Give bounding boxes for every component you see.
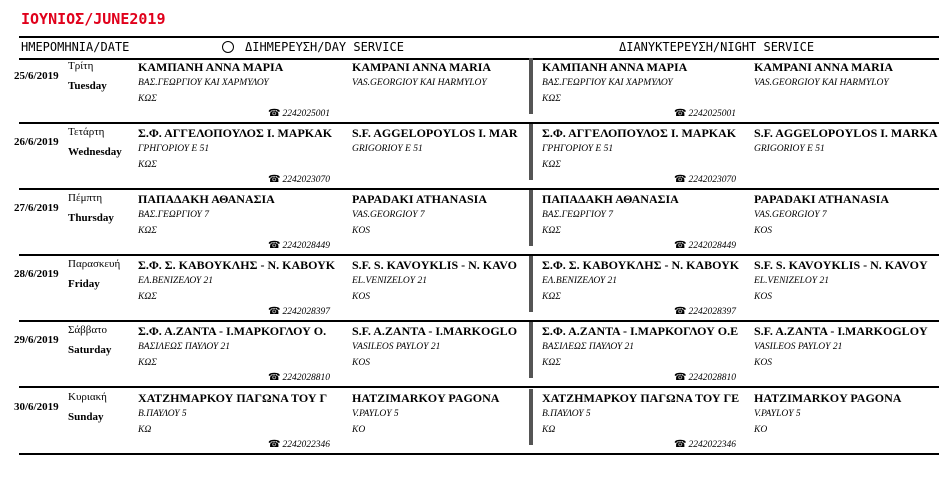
night-address-english: VAS.GEORGIOY KAI HARMYLOY <box>754 78 889 88</box>
day-phone <box>268 306 330 317</box>
table-row <box>0 389 945 455</box>
phone-icon: ☎ <box>674 174 687 185</box>
day-pharmacy-name-english: KAMPANI ANNA MARIA <box>352 60 492 74</box>
phone-number: 2242028449 <box>688 241 736 251</box>
night-address-english: EL.VENIZELOY 21 <box>754 276 829 286</box>
table-header <box>19 36 939 60</box>
night-pharmacy-name-greek: Σ.Φ. Σ. ΚΑΒΟΥΚΛΗΣ - Ν. ΚΑΒΟΥΚ <box>542 258 740 272</box>
day-city-english: KOS <box>352 292 370 302</box>
table-row <box>0 190 945 256</box>
night-city-english: KOS <box>754 292 772 302</box>
day-city-english: KOS <box>352 358 370 368</box>
phone-number: 2242023070 <box>282 175 330 185</box>
night-city-greek: ΚΩΣ <box>542 292 561 302</box>
day-address-english: VASILEOS PAYLOY 21 <box>352 342 441 352</box>
night-phone <box>674 306 736 317</box>
night-address-english: V.PAYLOY 5 <box>754 409 801 419</box>
table-row <box>0 124 945 190</box>
day-pharmacy-name-english: S.F. AGGELOPOYLOS I. MAR <box>352 126 518 140</box>
night-phone <box>674 372 736 383</box>
day-city-english: KO <box>352 425 366 435</box>
night-address-greek: Β.ΠΑΥΛΟΥ 5 <box>542 409 591 419</box>
night-city-greek: ΚΩΣ <box>542 226 561 236</box>
weekday-greek: Σάββατο <box>68 324 108 336</box>
night-city-greek: ΚΩΣ <box>542 94 561 104</box>
weekday-greek: Τρίτη <box>68 60 94 72</box>
night-city-greek: ΚΩΣ <box>542 358 561 368</box>
night-address-english: GRIGORIOY E 51 <box>754 144 825 154</box>
date-cell: 26/6/2019 <box>14 136 59 148</box>
night-pharmacy-name-greek: ΠΑΠΑΔΑΚΗ ΑΘΑΝΑΣΙΑ <box>542 192 679 206</box>
night-pharmacy-name-greek: Σ.Φ. Α.ΖΑΝΤΑ - Ι.ΜΑΡΚΟΓΛΟΥ Ο.Ε <box>542 324 739 338</box>
day-city-greek: ΚΩ <box>138 425 152 435</box>
night-address-greek: ΒΑΣ.ΓΕΩΡΓΙΟΥ 7 <box>542 210 613 220</box>
night-pharmacy-name-english: PAPADAKI ATHANASIA <box>754 192 890 206</box>
day-address-greek: ΒΑΣ.ΓΕΩΡΓΙΟΥ ΚΑΙ ΧΑΡΜΥΛΟΥ <box>138 78 269 88</box>
day-city-greek: ΚΩΣ <box>138 160 157 170</box>
weekday-english: Sunday <box>68 411 104 423</box>
night-pharmacy-name-english: KAMPANI ANNA MARIA <box>754 60 894 74</box>
night-city-english: KO <box>754 425 768 435</box>
header-night-service: ΔΙΑΝΥΚΤΕΡΕΥΣΗ/NIGHT SERVICE <box>619 40 815 54</box>
night-pharmacy-name-english: S.F. AGGELOPOYLOS I. MARKA <box>754 126 938 140</box>
day-pharmacy-name-english: HATZIMARKOY PAGONA <box>352 391 500 405</box>
day-pharmacy-name-english: S.F. A.ZANTA - I.MARKOGLO <box>352 324 518 338</box>
night-city-english: KOS <box>754 226 772 236</box>
day-phone <box>268 439 330 450</box>
phone-icon: ☎ <box>674 240 687 251</box>
weekday-english: Friday <box>68 278 100 290</box>
date-cell: 25/6/2019 <box>14 70 59 82</box>
date-cell: 29/6/2019 <box>14 334 59 346</box>
day-address-greek: ΕΛ.ΒΕΝΙΖΕΛΟΥ 21 <box>138 276 214 286</box>
day-address-english: EL.VENIZELOY 21 <box>352 276 427 286</box>
night-city-greek: ΚΩ <box>542 425 556 435</box>
weekday-greek: Κυριακή <box>68 391 107 403</box>
day-city-greek: ΚΩΣ <box>138 358 157 368</box>
phone-number: 2242022346 <box>688 440 736 450</box>
day-pharmacy-name-greek: ΠΑΠΑΔΑΚΗ ΑΘΑΝΑΣΙΑ <box>138 192 275 206</box>
row-separator <box>19 386 939 388</box>
phone-icon: ☎ <box>674 108 687 119</box>
phone-icon: ☎ <box>674 372 687 383</box>
phone-icon: ☎ <box>268 174 281 185</box>
phone-icon: ☎ <box>268 240 281 251</box>
weekday-english: Saturday <box>68 344 112 356</box>
phone-icon: ☎ <box>268 108 281 119</box>
date-cell: 27/6/2019 <box>14 202 59 214</box>
day-city-greek: ΚΩΣ <box>138 292 157 302</box>
day-phone <box>268 108 330 119</box>
night-phone <box>674 108 736 119</box>
night-pharmacy-name-greek: ΧΑΤΖΗΜΑΡΚΟΥ ΠΑΓΩΝΑ ΤΟΥ ΓΕ <box>542 391 740 405</box>
day-address-greek: ΒΑΣ.ΓΕΩΡΓΙΟΥ 7 <box>138 210 209 220</box>
phone-icon: ☎ <box>674 439 687 450</box>
date-cell: 30/6/2019 <box>14 401 59 413</box>
phone-number: 2242028397 <box>282 307 330 317</box>
weekday-greek: Παρασκευή <box>68 258 121 270</box>
night-address-greek: ΒΑΣΙΛΕΩΣ ΠΑΥΛΟΥ 21 <box>542 342 635 352</box>
night-pharmacy-name-english: S.F. A.ZANTA - I.MARKOGLOY <box>754 324 928 338</box>
table-row <box>0 256 945 322</box>
day-pharmacy-name-greek: ΚΑΜΠΑΝΗ ΑΝΝΑ ΜΑΡΙΑ <box>138 60 284 74</box>
weekday-english: Wednesday <box>68 146 122 158</box>
date-cell: 28/6/2019 <box>14 268 59 280</box>
day-pharmacy-name-english: PAPADAKI ATHANASIA <box>352 192 488 206</box>
day-pharmacy-name-greek: Σ.Φ. ΑΓΓΕΛΟΠΟΥΛΟΣ Ι. ΜΑΡΚΑΚ <box>138 126 333 140</box>
phone-number: 2242023070 <box>688 175 736 185</box>
day-address-greek: Β.ΠΑΥΛΟΥ 5 <box>138 409 187 419</box>
phone-icon: ☎ <box>268 372 281 383</box>
phone-number: 2242022346 <box>282 440 330 450</box>
night-pharmacy-name-greek: ΚΑΜΠΑΝΗ ΑΝΝΑ ΜΑΡΙΑ <box>542 60 688 74</box>
weekday-greek: Τετάρτη <box>68 126 105 138</box>
night-address-english: VAS.GEORGIOY 7 <box>754 210 827 220</box>
day-city-greek: ΚΩΣ <box>138 94 157 104</box>
day-phone <box>268 240 330 251</box>
night-pharmacy-name-greek: Σ.Φ. ΑΓΓΕΛΟΠΟΥΛΟΣ Ι. ΜΑΡΚΑΚ <box>542 126 737 140</box>
night-address-greek: ΒΑΣ.ΓΕΩΡΓΙΟΥ ΚΑΙ ΧΑΡΜΥΛΟΥ <box>542 78 673 88</box>
page-title: ΙΟΥΝΙΟΣ/JUNE2019 <box>21 10 166 28</box>
weekday-english: Thursday <box>68 212 114 224</box>
day-address-greek: ΓΡΗΓΟΡΙΟΥ Ε 51 <box>138 144 210 154</box>
header-date: ΗΜΕΡΟΜΗΝΙΑ/DATE <box>21 40 130 54</box>
day-address-english: VAS.GEORGIOY 7 <box>352 210 425 220</box>
header-day-service: ΔΙΗΜΕΡΕΥΣΗ/DAY SERVICE <box>245 40 404 54</box>
night-phone <box>674 174 736 185</box>
clock-icon <box>222 41 234 53</box>
phone-icon: ☎ <box>674 306 687 317</box>
night-address-greek: ΓΡΗΓΟΡΙΟΥ Ε 51 <box>542 144 614 154</box>
phone-number: 2242025001 <box>282 109 330 119</box>
night-city-english: KOS <box>754 358 772 368</box>
weekday-english: Tuesday <box>68 80 107 92</box>
day-city-greek: ΚΩΣ <box>138 226 157 236</box>
weekday-greek: Πέμπτη <box>68 192 103 204</box>
day-address-english: VAS.GEORGIOY KAI HARMYLOY <box>352 78 487 88</box>
phone-icon: ☎ <box>268 439 281 450</box>
phone-number: 2242028449 <box>282 241 330 251</box>
phone-number: 2242028810 <box>282 373 330 383</box>
phone-number: 2242028810 <box>688 373 736 383</box>
table-row <box>0 58 945 124</box>
night-pharmacy-name-english: HATZIMARKOY PAGONA <box>754 391 902 405</box>
day-pharmacy-name-greek: Σ.Φ. Α.ΖΑΝΤΑ - Ι.ΜΑΡΚΟΓΛΟΥ Ο. <box>138 324 327 338</box>
day-city-english: KOS <box>352 226 370 236</box>
day-address-english: GRIGORIOY E 51 <box>352 144 423 154</box>
day-pharmacy-name-greek: ΧΑΤΖΗΜΑΡΚΟΥ ΠΑΓΩΝΑ ΤΟΥ Γ <box>138 391 328 405</box>
day-pharmacy-name-greek: Σ.Φ. Σ. ΚΑΒΟΥΚΛΗΣ - Ν. ΚΑΒΟΥΚ <box>138 258 336 272</box>
day-pharmacy-name-english: S.F. S. KAVOYKLIS - N. KAVO <box>352 258 518 272</box>
night-phone <box>674 439 736 450</box>
table-row <box>0 322 945 388</box>
day-address-english: V.PAYLOY 5 <box>352 409 399 419</box>
day-phone <box>268 174 330 185</box>
night-address-english: VASILEOS PAYLOY 21 <box>754 342 843 352</box>
night-address-greek: ΕΛ.ΒΕΝΙΖΕΛΟΥ 21 <box>542 276 618 286</box>
row-separator <box>19 453 939 455</box>
phone-number: 2242028397 <box>688 307 736 317</box>
night-city-greek: ΚΩΣ <box>542 160 561 170</box>
day-address-greek: ΒΑΣΙΛΕΩΣ ΠΑΥΛΟΥ 21 <box>138 342 231 352</box>
night-pharmacy-name-english: S.F. S. KAVOYKLIS - N. KAVOY <box>754 258 928 272</box>
night-phone <box>674 240 736 251</box>
phone-number: 2242025001 <box>688 109 736 119</box>
phone-icon: ☎ <box>268 306 281 317</box>
day-phone <box>268 372 330 383</box>
